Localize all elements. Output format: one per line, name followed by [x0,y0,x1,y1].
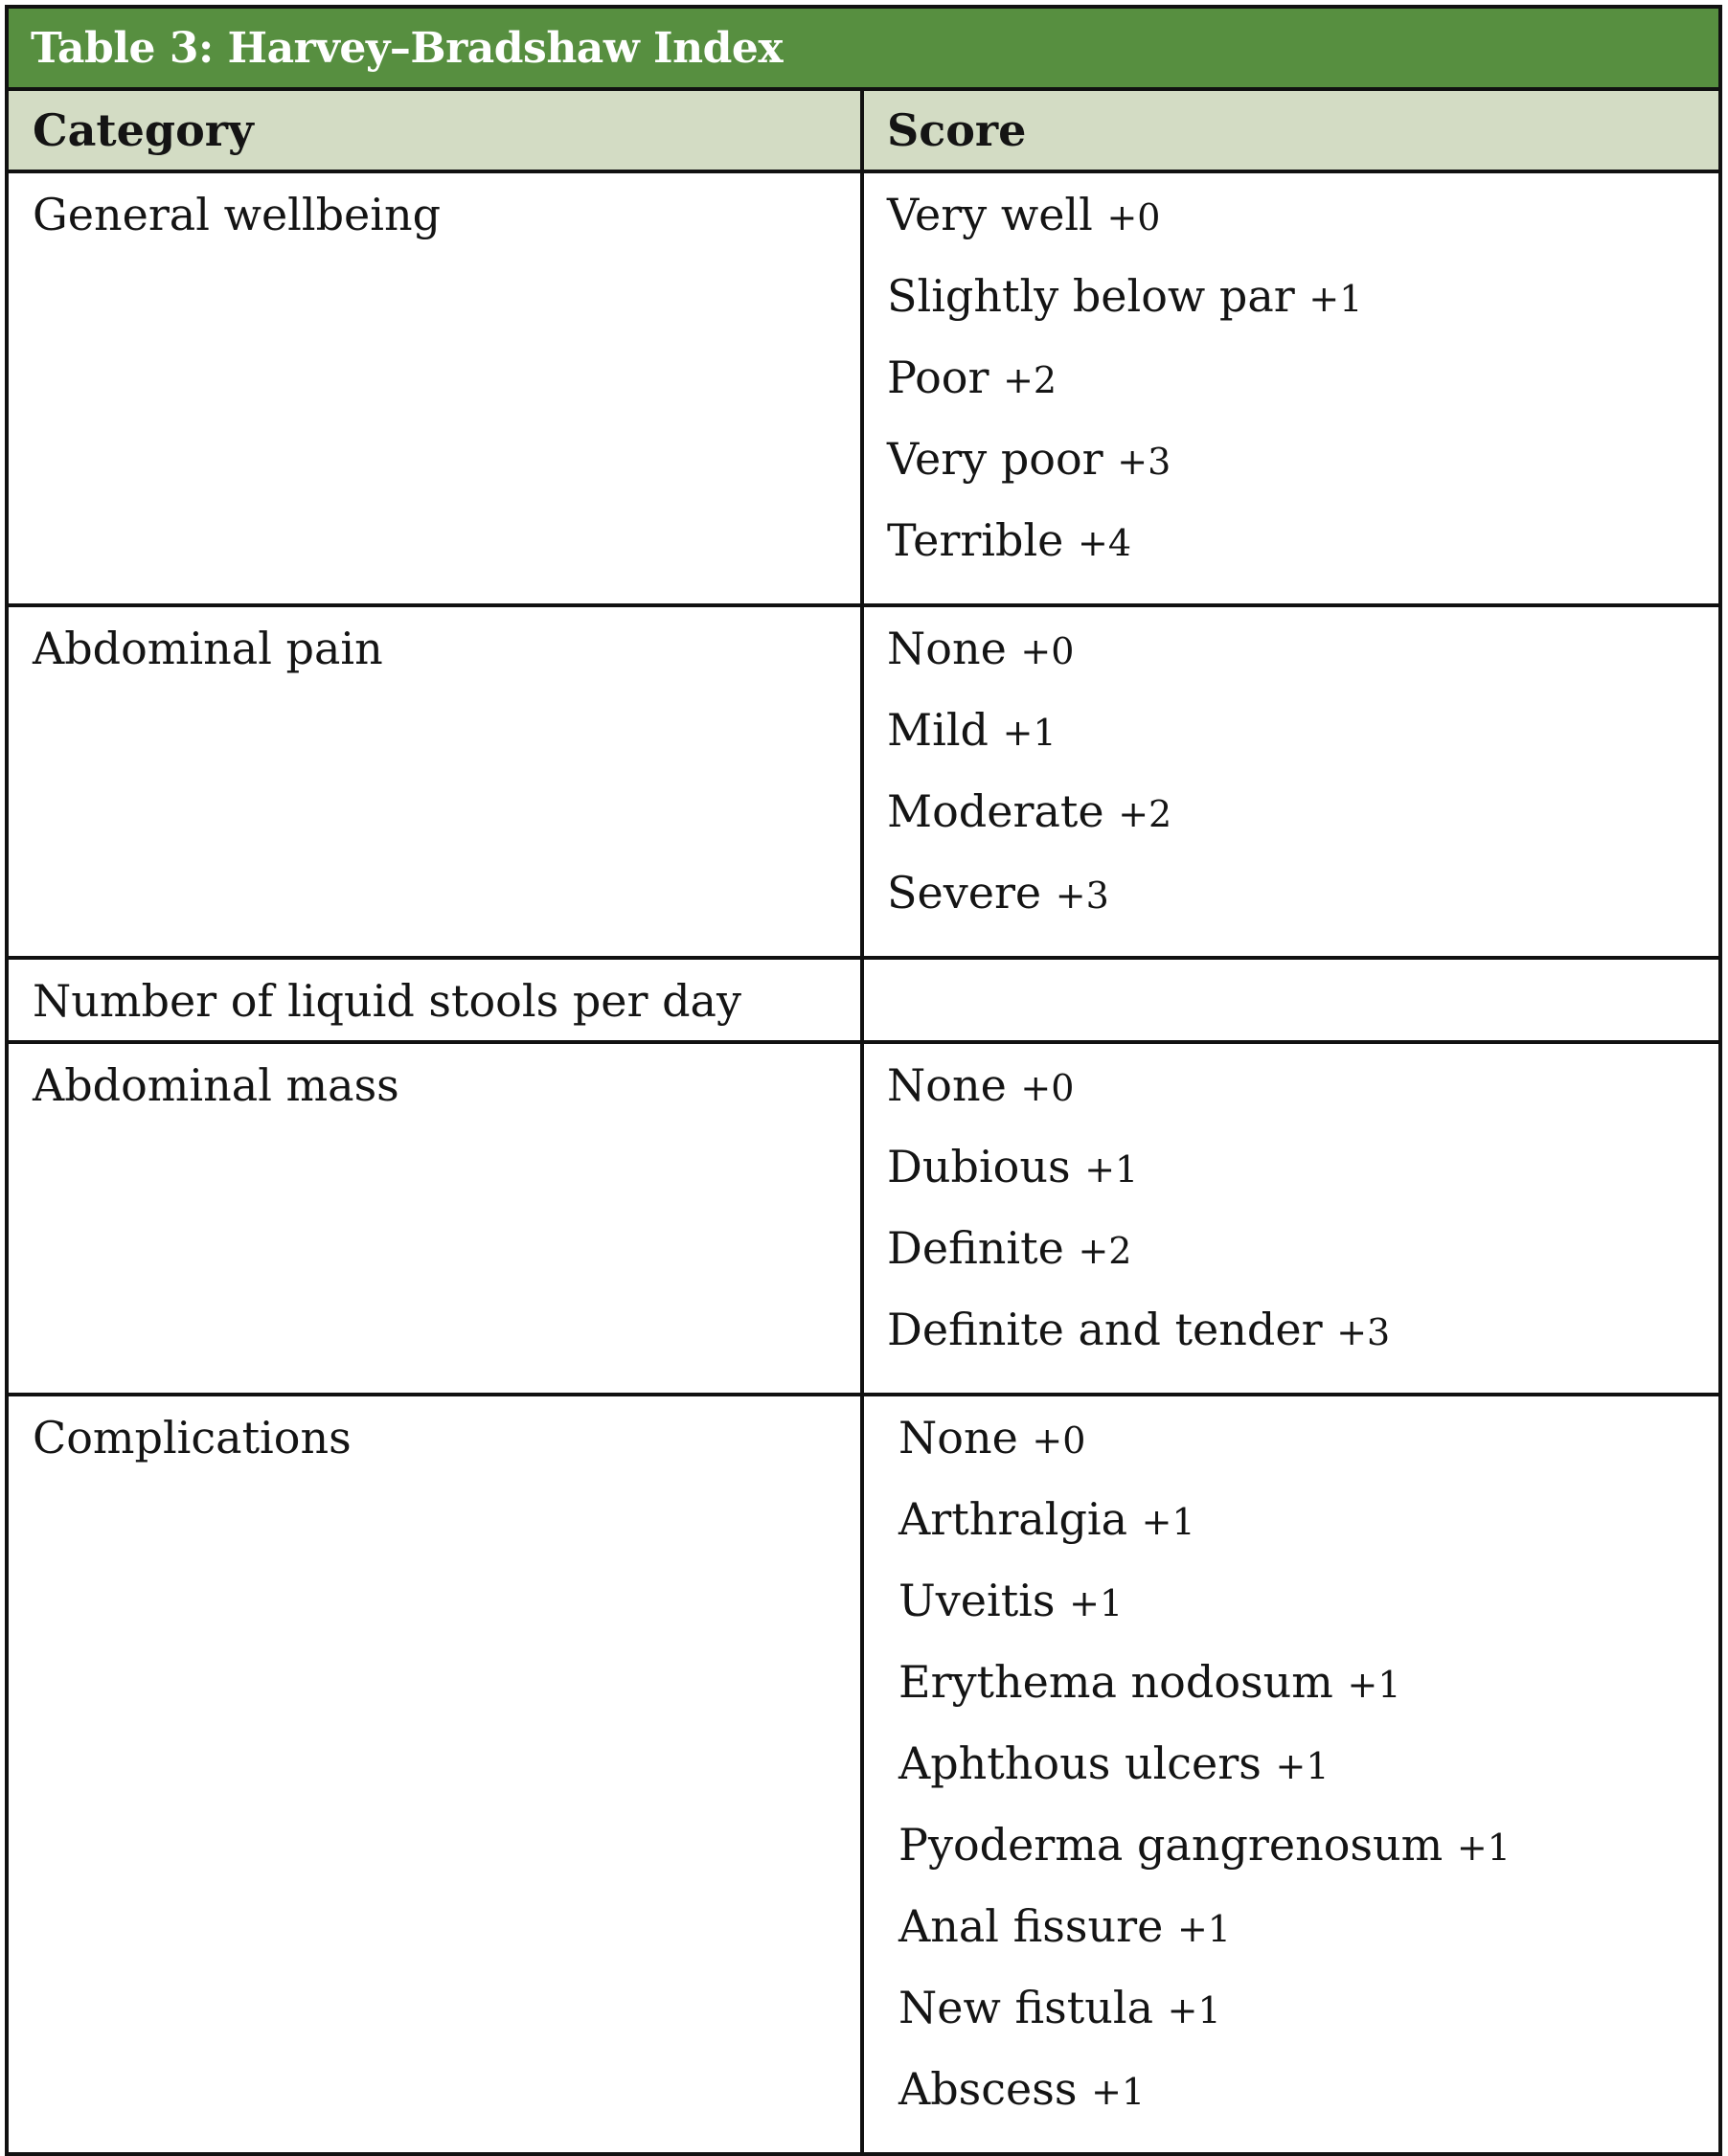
score-cell [864,1044,1718,1393]
option-label: Erythema nodosum [898,1656,1333,1708]
option-points: +1 [1069,1582,1124,1624]
option-points: +4 [1078,522,1132,564]
score-option [898,1412,1718,1493]
category-cell: Abdominal pain [9,607,864,956]
option-points: +1 [1141,1501,1195,1543]
option-points: +1 [1091,2071,1146,2113]
option-label: Poor [887,352,989,403]
option-label: None [887,1059,1007,1111]
option-label: Severe [887,867,1042,919]
harvey-bradshaw-table [5,5,1722,2156]
score-option [887,189,1718,270]
option-label: Pyoderma gangrenosum [898,1819,1444,1871]
option-label: Abscess [898,2063,1078,2115]
option-label: None [887,623,1007,674]
option-points: +1 [1347,1664,1401,1706]
table-row-complications [9,1396,1718,2152]
column-header-category: Category [9,91,864,170]
score-option [898,2063,1718,2145]
option-points: +0 [1020,630,1075,672]
table-title: Table 3: Harvey–Bradshaw Index [9,9,1718,91]
option-points: +0 [1032,1419,1086,1462]
score-option [898,1493,1718,1575]
option-points: +1 [1275,1745,1330,1787]
score-cell [864,173,1718,603]
score-cell [864,1396,1718,2152]
score-cell [864,607,1718,956]
option-points: +0 [1020,1067,1075,1109]
category-cell: Abdominal mass [9,1044,864,1393]
score-option [887,514,1718,596]
option-label: None [898,1412,1018,1464]
score-option [898,1982,1718,2063]
option-label: Mild [887,704,989,756]
score-option [898,1819,1718,1900]
option-label: Dubious [887,1141,1071,1192]
option-label: Aphthous ulcers [898,1737,1262,1789]
score-option [898,1900,1718,1982]
option-points: +1 [1084,1148,1139,1191]
score-option [887,270,1718,352]
option-points: +1 [1456,1827,1511,1869]
option-label: New fistula [898,1982,1154,2033]
score-option [887,1141,1718,1222]
option-points: +1 [1002,712,1057,754]
table-row-abdominal-pain [9,607,1718,960]
score-option [887,704,1718,785]
score-option [887,1304,1718,1385]
option-points: +0 [1106,196,1161,238]
column-header-score: Score [887,104,1027,156]
table-row-liquid-stools [9,960,1718,1044]
option-points: +1 [1308,278,1363,320]
score-option [887,1059,1718,1141]
option-label: Definite and tender [887,1304,1323,1355]
option-label: Terrible [887,514,1064,566]
score-option [898,1575,1718,1656]
option-label: Uveitis [898,1575,1056,1626]
category-cell: Complications [9,1396,864,2152]
option-points: +2 [1118,793,1172,835]
score-option [887,433,1718,514]
category-cell: General wellbeing [9,173,864,603]
option-points: +3 [1336,1311,1391,1353]
score-option [887,623,1718,704]
table-row-general-wellbeing [9,173,1718,607]
option-points: +3 [1117,441,1171,483]
score-option [887,1222,1718,1304]
option-points: +2 [1078,1230,1132,1272]
table-row-abdominal-mass [9,1044,1718,1396]
option-points: +1 [1167,1989,1221,2031]
score-option [887,352,1718,433]
score-cell [864,960,1718,1040]
option-label: Anal fissure [898,1900,1164,1952]
option-points: +1 [1176,1908,1231,1950]
score-option [898,1737,1718,1819]
option-label: Very poor [887,433,1103,485]
option-label: Arthralgia [898,1493,1128,1545]
option-label: Definite [887,1222,1064,1274]
score-option [898,1656,1718,1737]
option-label: Slightly below par [887,270,1295,322]
score-option [887,785,1718,867]
option-points: +3 [1055,874,1109,917]
option-label: Moderate [887,785,1104,837]
table-header-row [9,91,1718,173]
category-cell: Number of liquid stools per day [9,960,864,1040]
option-label: Very well [887,189,1093,240]
option-points: +2 [1003,359,1057,401]
score-option [887,867,1718,948]
